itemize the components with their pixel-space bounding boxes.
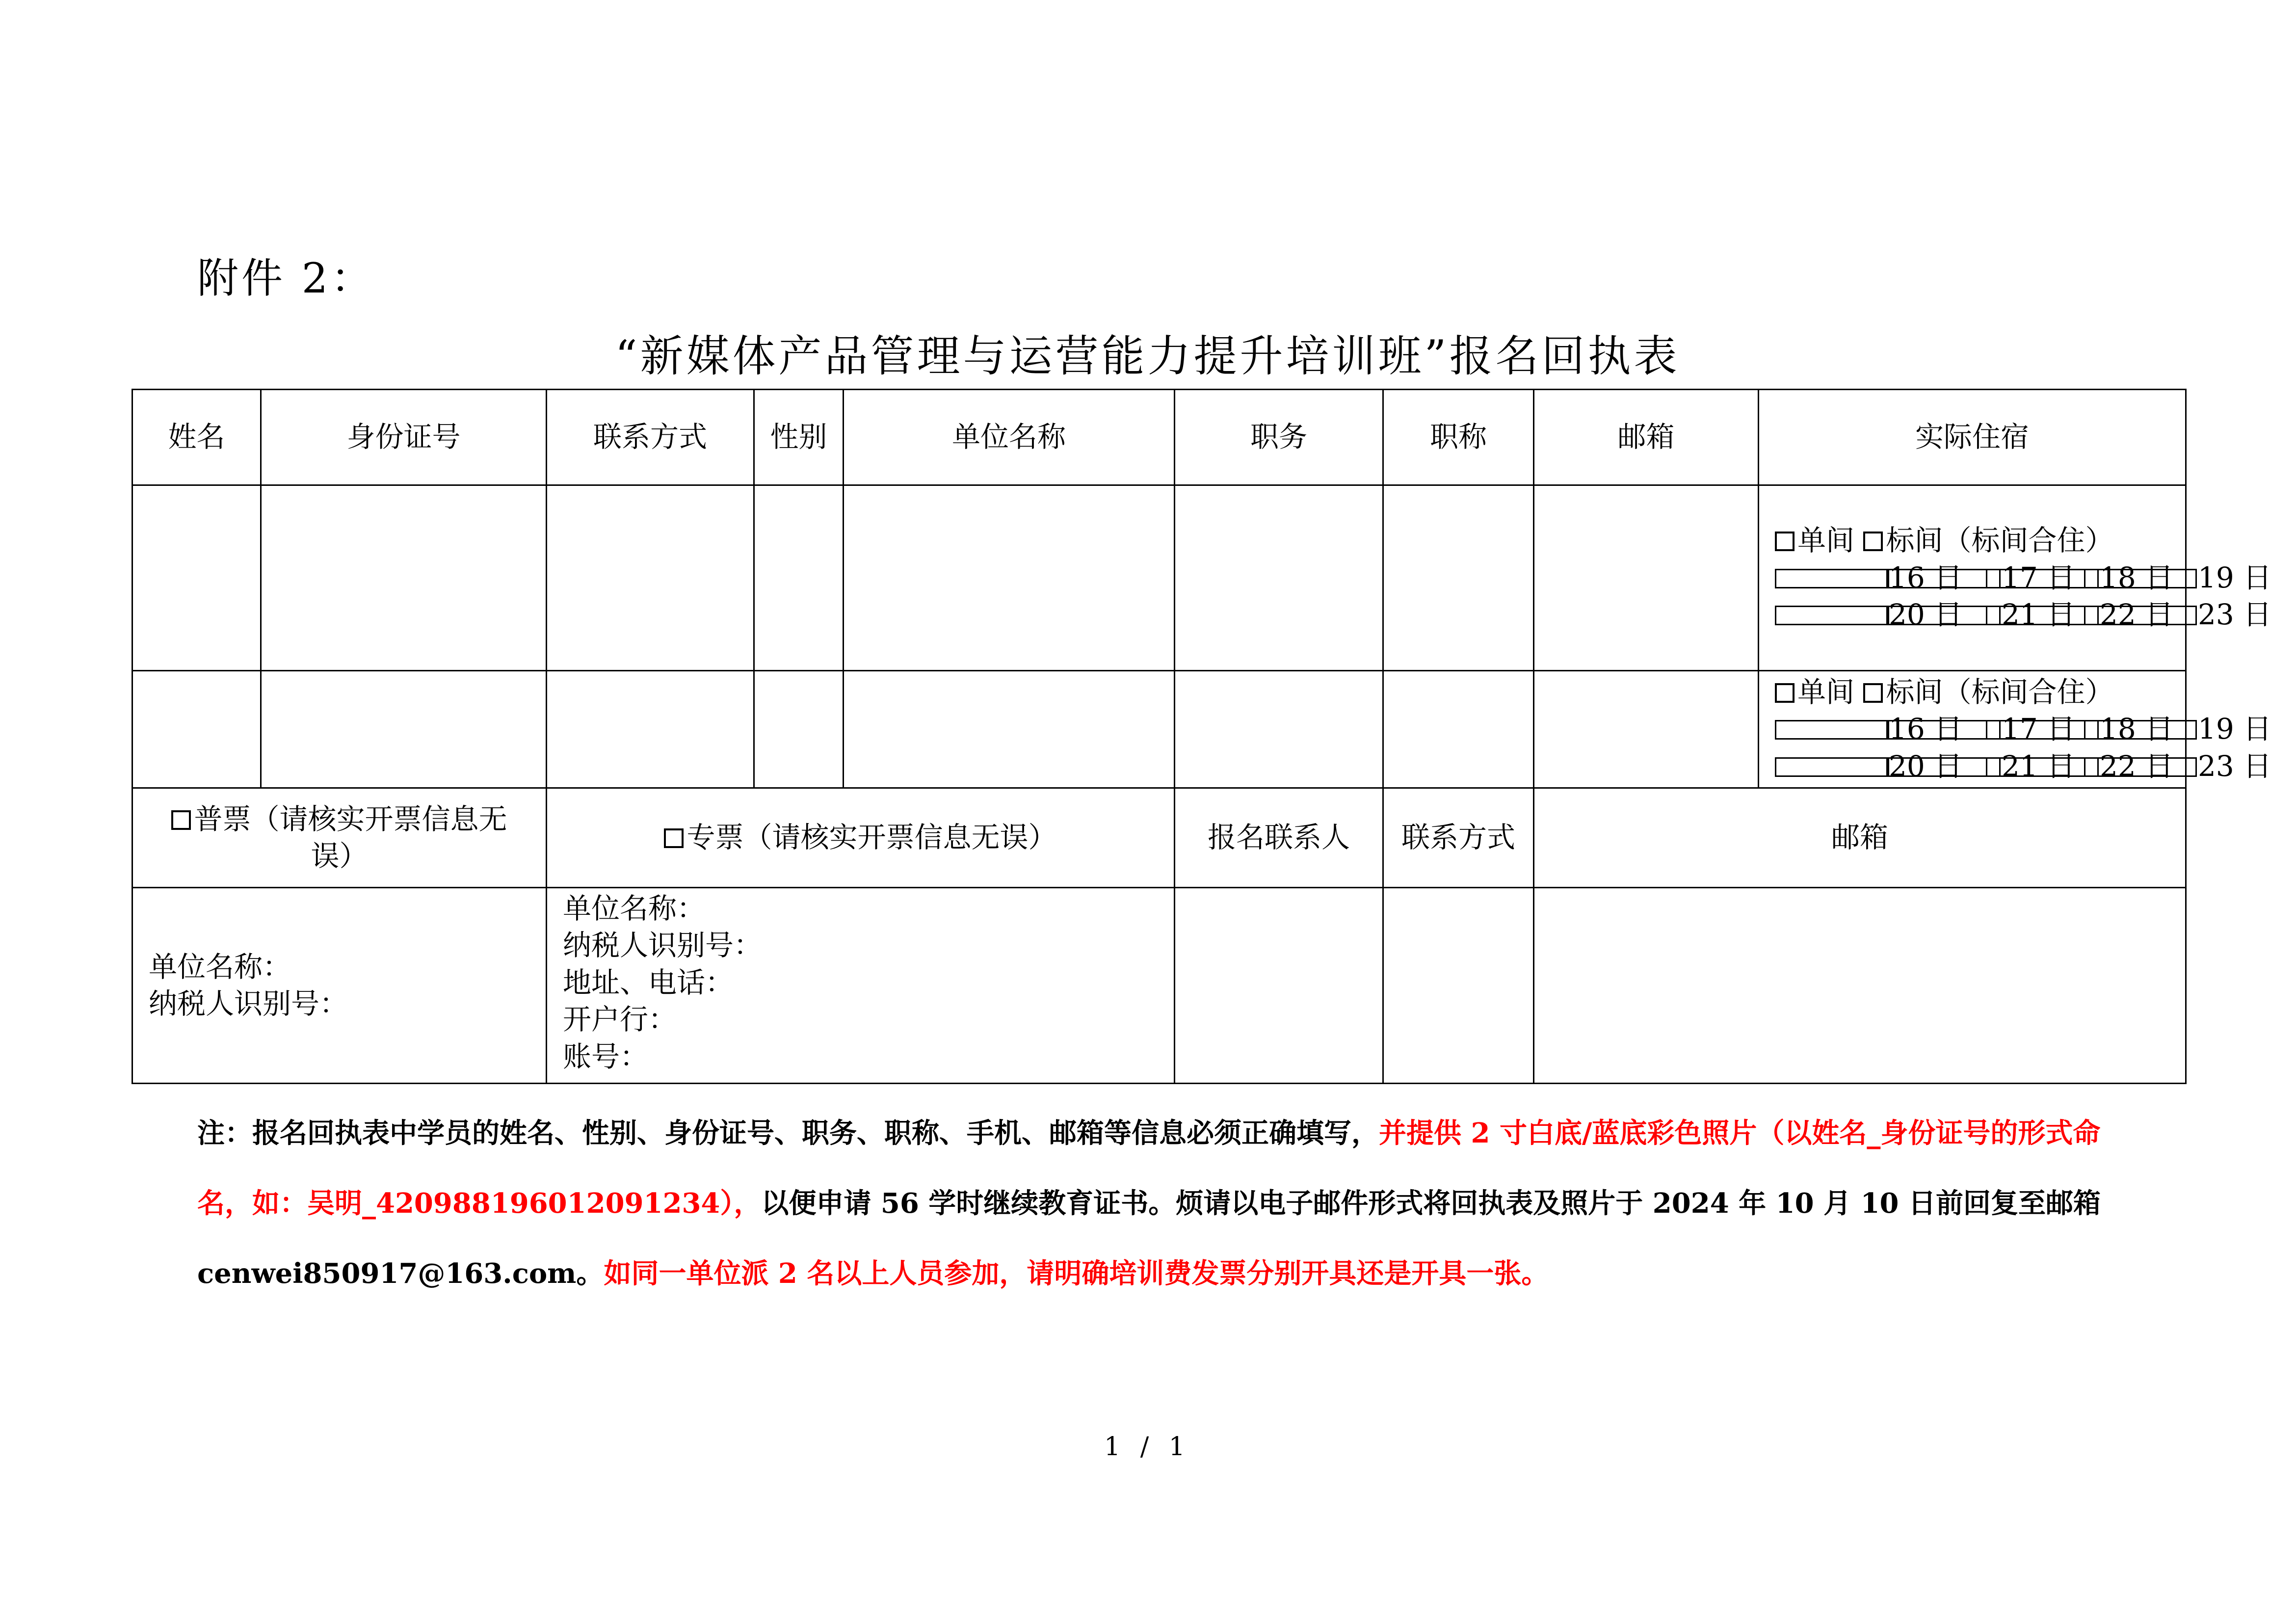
- single-room-checkbox[interactable]: [1775, 532, 1795, 551]
- standard-room-checkbox[interactable]: [1863, 532, 1883, 551]
- header-gender: 性别: [754, 390, 844, 485]
- day-22-checkbox[interactable]: [1986, 606, 2099, 625]
- notes-invoice-requirement: 如同一单位派 2 名以上人员参加，请明确培训费发票分别开具还是开具一张。: [604, 1257, 1549, 1290]
- special-invoice-label: 专票（请核实开票信息无误）: [686, 821, 1057, 854]
- day-23-checkbox[interactable]: [2084, 606, 2197, 625]
- standard-room-label: 标间（标间合住）: [1886, 675, 2114, 709]
- attachment-label: 附件 2：: [197, 254, 375, 302]
- day-21-checkbox[interactable]: [1888, 606, 2001, 625]
- contact-email-cell[interactable]: [1534, 888, 2186, 1084]
- day-19-label: 19 日: [2198, 560, 2272, 594]
- invoice-header-row: [132, 788, 2186, 888]
- page-number: 1 / 1: [1104, 1432, 1191, 1462]
- header-lodging: 实际住宿: [1759, 390, 2186, 485]
- id-number-cell[interactable]: [261, 671, 547, 788]
- name-cell[interactable]: [132, 485, 261, 671]
- day-20-checkbox[interactable]: [1775, 606, 1888, 625]
- normal-invoice-details[interactable]: [132, 888, 547, 1084]
- day-23-label: 23 日: [2198, 749, 2272, 783]
- day-21-label: 21 日: [2002, 749, 2076, 783]
- day-17-label: 17 日: [2002, 712, 2076, 746]
- special-tax-label: 纳税人识别号：: [563, 929, 763, 962]
- day-20-label: 20 日: [1889, 749, 1963, 783]
- contact-cell[interactable]: [547, 671, 754, 788]
- special-bank-label: 开户行：: [563, 1003, 677, 1037]
- day-22-label: 22 日: [2100, 598, 2174, 632]
- day-17-label: 17 日: [2002, 560, 2076, 594]
- day-20-checkbox[interactable]: [1775, 757, 1888, 777]
- contact-method-header: 联系方式: [1383, 788, 1534, 888]
- day-18-label: 18 日: [2100, 712, 2174, 746]
- table-row: [132, 485, 2186, 671]
- invoice-detail-row: [132, 888, 2186, 1084]
- day-22-label: 22 日: [2100, 749, 2174, 783]
- header-title: 职称: [1383, 390, 1534, 485]
- contact-method-cell[interactable]: [1383, 888, 1534, 1084]
- notes-text: 注：报名回执表中学员的姓名、性别、身份证号、职务、职称、手机、邮箱等信息必须正确填写，: [197, 1117, 1379, 1149]
- gender-cell[interactable]: [754, 485, 844, 671]
- special-org-label: 单位名称：: [563, 892, 706, 925]
- normal-org-label: 单位名称：: [149, 950, 291, 984]
- header-position: 职务: [1175, 390, 1383, 485]
- normal-invoice-option[interactable]: [132, 788, 547, 888]
- gender-cell[interactable]: [754, 671, 844, 788]
- day-21-checkbox[interactable]: [1888, 757, 2001, 777]
- special-addr-label: 地址、电话：: [563, 965, 734, 999]
- contact-person-header: 报名联系人: [1175, 788, 1383, 888]
- contact-cell[interactable]: [547, 485, 754, 671]
- header-contact: 联系方式: [547, 390, 754, 485]
- header-email: 邮箱: [1534, 390, 1759, 485]
- email-cell[interactable]: [1534, 485, 1759, 671]
- registration-table: [132, 389, 2272, 1084]
- contact-person-cell[interactable]: [1175, 888, 1383, 1084]
- standard-room-checkbox[interactable]: [1863, 683, 1883, 703]
- special-invoice-option[interactable]: [547, 788, 1175, 888]
- org-cell[interactable]: [844, 485, 1175, 671]
- day-19-checkbox[interactable]: [2084, 720, 2197, 740]
- standard-room-label: 标间（标间合住）: [1886, 524, 2114, 558]
- normal-invoice-checkbox[interactable]: [171, 810, 191, 830]
- single-room-label: 单间: [1797, 524, 1855, 558]
- notes-photo-requirement: 并提供 2 寸白底/蓝底彩色照片（以姓名_身份证号的形式命名，如：吴明_420988196012091234），: [197, 1117, 2101, 1220]
- single-room-label: 单间: [1797, 675, 1855, 709]
- email-cell[interactable]: [1534, 671, 1759, 788]
- special-invoice-checkbox[interactable]: [664, 828, 684, 848]
- day-21-label: 21 日: [2002, 598, 2076, 632]
- day-22-checkbox[interactable]: [1986, 757, 2099, 777]
- name-cell[interactable]: [132, 671, 261, 788]
- day-20-label: 20 日: [1889, 598, 1963, 632]
- lodging-cell: [1759, 671, 2272, 788]
- day-16-label: 16 日: [1889, 560, 1963, 594]
- lodging-cell: [1759, 485, 2272, 671]
- id-number-cell[interactable]: [261, 485, 547, 671]
- position-cell[interactable]: [1175, 671, 1383, 788]
- position-cell[interactable]: [1175, 485, 1383, 671]
- header-name: 姓名: [132, 390, 261, 485]
- day-23-checkbox[interactable]: [2084, 757, 2197, 777]
- form-title: “新媒体产品管理与运营能力提升培训班”报名回执表: [615, 331, 1680, 381]
- day-23-label: 23 日: [2198, 598, 2272, 632]
- normal-invoice-label: 普票（请核实开票信息无误）: [194, 802, 507, 873]
- header-row: [132, 390, 2186, 485]
- notes: [197, 1098, 2126, 1309]
- special-account-label: 账号：: [563, 1039, 649, 1073]
- contact-email-header: 邮箱: [1534, 788, 2186, 888]
- day-16-checkbox[interactable]: [1775, 569, 1888, 588]
- title-cell[interactable]: [1383, 485, 1534, 671]
- notes-submission: 以便申请 56 学时继续教育证书。烦请以电子邮件形式将回执表及照片于 2024 年 10 月 10 日前回复至邮箱 cenwei850917@163.com。: [197, 1187, 2101, 1290]
- day-18-checkbox[interactable]: [1986, 720, 2099, 740]
- day-18-label: 18 日: [2100, 560, 2174, 594]
- day-16-label: 16 日: [1889, 712, 1963, 746]
- normal-tax-label: 纳税人识别号：: [149, 987, 348, 1020]
- day-18-checkbox[interactable]: [1986, 569, 2099, 588]
- day-19-label: 19 日: [2198, 712, 2272, 746]
- single-room-checkbox[interactable]: [1775, 683, 1795, 703]
- header-org: 单位名称: [844, 390, 1175, 485]
- org-cell[interactable]: [844, 671, 1175, 788]
- day-16-checkbox[interactable]: [1775, 720, 1888, 740]
- day-17-checkbox[interactable]: [1888, 569, 2001, 588]
- title-cell[interactable]: [1383, 671, 1534, 788]
- header-id-number: 身份证号: [261, 390, 547, 485]
- special-invoice-details[interactable]: [547, 888, 1175, 1084]
- day-17-checkbox[interactable]: [1888, 720, 2001, 740]
- day-19-checkbox[interactable]: [2084, 569, 2197, 588]
- table-row: [132, 671, 2186, 788]
